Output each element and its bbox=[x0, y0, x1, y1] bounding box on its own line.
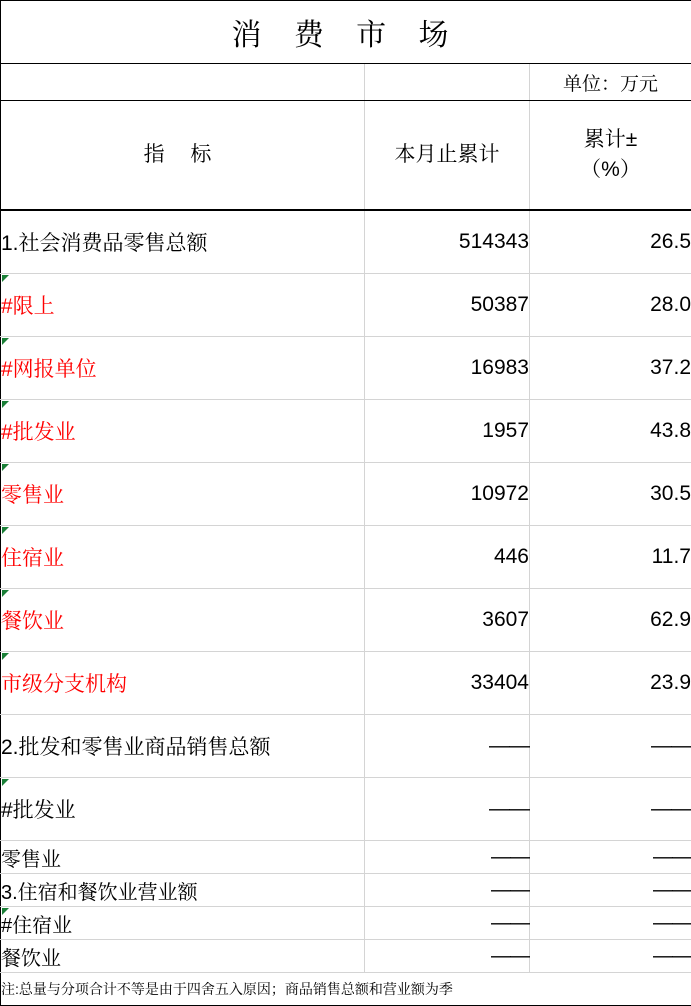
row-label-text: 零售业 bbox=[1, 484, 64, 507]
column-header-indicator bbox=[1, 101, 365, 211]
page-title: 消 费 市 场 bbox=[1, 1, 691, 64]
row-change: 11.7 bbox=[530, 526, 691, 589]
table-body bbox=[1, 1, 691, 1006]
row-value: 50387 bbox=[365, 274, 530, 337]
column-header-change-line2: （%） bbox=[530, 155, 691, 185]
table-row bbox=[1, 400, 691, 463]
table-row bbox=[1, 715, 691, 778]
unit-row-spacer bbox=[1, 64, 365, 101]
table-row bbox=[1, 907, 691, 940]
comment-marker-icon bbox=[2, 401, 9, 408]
row-change: 30.5 bbox=[530, 463, 691, 526]
table-row bbox=[1, 589, 691, 652]
row-value: 514343 bbox=[365, 210, 530, 274]
row-change: —— bbox=[530, 841, 691, 874]
comment-marker-icon bbox=[2, 464, 9, 471]
column-header-change-line1: 累计± bbox=[530, 125, 691, 155]
row-change: 28.0 bbox=[530, 274, 691, 337]
row-change: 23.9 bbox=[530, 652, 691, 715]
comment-marker-icon bbox=[2, 779, 9, 786]
table-row bbox=[1, 940, 691, 973]
column-header-cumulative-change bbox=[530, 101, 691, 211]
row-label-text: #批发业 bbox=[1, 421, 76, 444]
row-value: —— bbox=[365, 841, 530, 874]
row-change: 26.5 bbox=[530, 210, 691, 274]
row-value: 16983 bbox=[365, 337, 530, 400]
row-value: 33404 bbox=[365, 652, 530, 715]
row-label-text: 住宿业 bbox=[1, 547, 64, 570]
row-label-text: #限上 bbox=[1, 295, 55, 318]
row-label bbox=[1, 274, 365, 337]
header-row bbox=[1, 101, 691, 211]
row-label bbox=[1, 463, 365, 526]
comment-marker-icon bbox=[2, 590, 9, 597]
row-label bbox=[1, 778, 365, 841]
row-label: 2.批发和零售业商品销售总额 bbox=[1, 715, 365, 778]
column-header-indicator-text: 指 标 bbox=[144, 143, 222, 166]
comment-marker-icon bbox=[2, 275, 9, 282]
table-row bbox=[1, 463, 691, 526]
comment-marker-icon bbox=[2, 527, 9, 534]
row-label-text: #批发业 bbox=[1, 799, 76, 822]
row-label: 零售业 bbox=[1, 841, 365, 874]
row-label bbox=[1, 400, 365, 463]
row-label bbox=[1, 907, 365, 940]
row-label: 1.社会消费品零售总额 bbox=[1, 210, 365, 274]
row-label-text: #网报单位 bbox=[1, 358, 97, 381]
row-change: 62.9 bbox=[530, 589, 691, 652]
row-label bbox=[1, 337, 365, 400]
table-row bbox=[1, 526, 691, 589]
row-value: 1957 bbox=[365, 400, 530, 463]
row-label bbox=[1, 589, 365, 652]
row-value: —— bbox=[365, 940, 530, 973]
row-change: —— bbox=[530, 778, 691, 841]
table-row bbox=[1, 778, 691, 841]
row-value: —— bbox=[365, 778, 530, 841]
row-label: 餐饮业 bbox=[1, 940, 365, 973]
row-value: —— bbox=[365, 874, 530, 907]
row-label bbox=[1, 652, 365, 715]
unit-row bbox=[1, 64, 691, 101]
row-label-text: 市级分支机构 bbox=[1, 673, 127, 696]
row-value: —— bbox=[365, 715, 530, 778]
title-row bbox=[1, 1, 691, 64]
row-label-text: 餐饮业 bbox=[1, 610, 64, 633]
table-row bbox=[1, 274, 691, 337]
table-row bbox=[1, 210, 691, 274]
row-change: —— bbox=[530, 940, 691, 973]
note-row bbox=[1, 973, 691, 1006]
row-value: 10972 bbox=[365, 463, 530, 526]
row-label-text: #住宿业 bbox=[1, 915, 72, 937]
row-label: 3.住宿和餐饮业营业额 bbox=[1, 874, 365, 907]
comment-marker-icon bbox=[2, 908, 9, 915]
table-row bbox=[1, 337, 691, 400]
row-change: 43.8 bbox=[530, 400, 691, 463]
row-change: —— bbox=[530, 874, 691, 907]
row-value: 446 bbox=[365, 526, 530, 589]
row-label bbox=[1, 526, 365, 589]
table-row bbox=[1, 874, 691, 907]
comment-marker-icon bbox=[2, 338, 9, 345]
row-change: 37.2 bbox=[530, 337, 691, 400]
unit-row-spacer-2 bbox=[365, 64, 530, 101]
column-header-month-cumulative: 本月止累计 bbox=[365, 101, 530, 211]
comment-marker-icon bbox=[2, 653, 9, 660]
row-value: 3607 bbox=[365, 589, 530, 652]
footnote: 注:总量与分项合计不等是由于四舍五入原因；商品销售总额和营业额为季 bbox=[1, 973, 691, 1006]
row-change: —— bbox=[530, 907, 691, 940]
unit-label: 单位：万元 bbox=[530, 64, 691, 101]
table-row bbox=[1, 652, 691, 715]
table-row bbox=[1, 841, 691, 874]
row-value: —— bbox=[365, 907, 530, 940]
row-change: —— bbox=[530, 715, 691, 778]
